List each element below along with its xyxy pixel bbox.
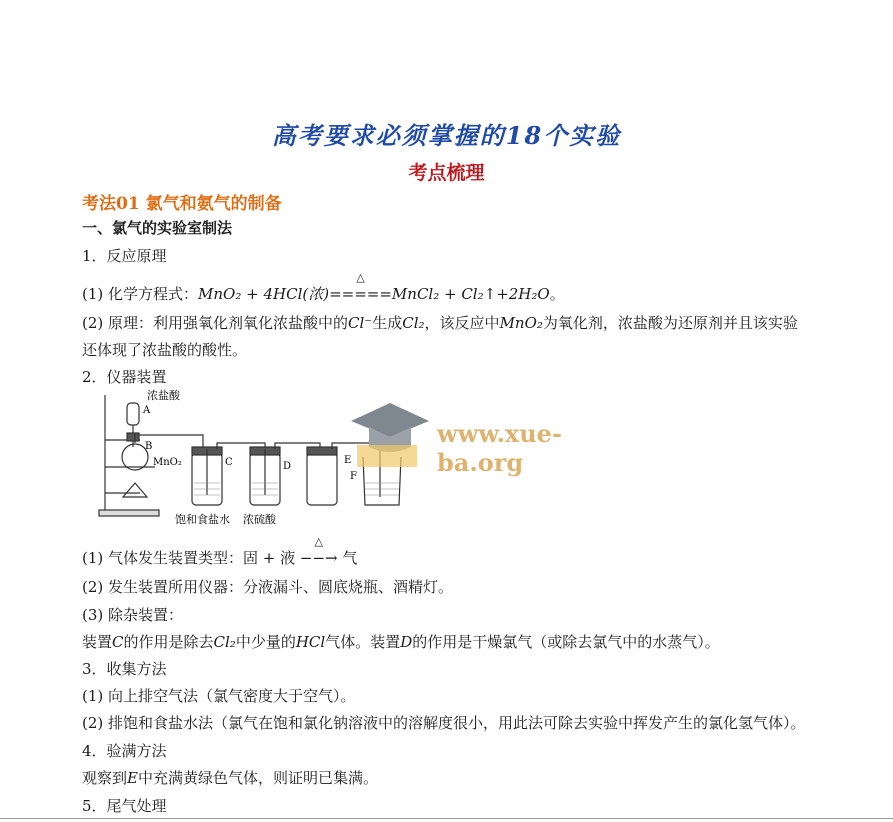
principle-line [82,312,798,333]
full-check-line [82,767,378,788]
purifier-line: (3) 除杂装置： [82,606,184,624]
device-c: C [112,633,124,651]
principle-text-b: 生成 [372,314,403,332]
document-subtitle: 考点梳理 [408,162,485,184]
chlorine-formula: Cl₂ [213,633,236,651]
hcl-formula: HCl [295,633,326,651]
purifier-text-c: 中少量的 [235,633,296,651]
heat-triangle-icon: △ [314,535,323,548]
generator-type-suffix: 气 [337,549,358,567]
principle-text-d: 为氧化剂，浓盐酸为还原剂并且该实验 [542,314,798,332]
purifier-text-d: 气体。装置 [325,633,401,651]
item-5-heading: 5．尾气处理 [82,797,167,815]
subsection-heading: 一、氯气的实验室制法 [82,219,233,237]
label-f: F [350,471,357,482]
chlorine-formula: Cl₂ [402,314,425,332]
chloride-ion: Cl⁻ [348,314,373,332]
item-1-heading: 1．反应原理 [82,247,167,265]
item-3-heading: 3．收集方法 [82,660,167,678]
item-4-heading: 4．验满方法 [82,742,167,760]
label-c: C [225,457,233,468]
label-mno2: MnO₂ [153,457,182,468]
section-heading: 考法01 氯气和氨气的制备 [82,194,282,214]
label-brine: 饱和食盐水 [175,513,230,526]
equation-end: 。 [549,285,565,303]
generator-type-text: (1) 气体发生装置类型：固 + 液 [82,549,300,567]
full-check-text-b: 中充满黄绿色气体，则证明已集满。 [137,769,378,787]
watermark-text: www.xue-ba.org [437,419,562,477]
device-d: D [400,633,413,651]
label-hcl: 浓盐酸 [147,389,180,402]
equation-arrow [329,271,392,303]
arrow-text: −−→ [299,549,338,567]
principle-line-2: 还体现了浓盐酸的酸性。 [82,341,248,359]
purifier-detail-line [82,631,720,652]
page-bottom-rule [0,818,893,819]
collect-method-1: (1) 向上排空气法（氯气密度大于空气）。 [82,687,356,705]
equation-reactants: MnO₂ + 4HCl(浓) [198,285,330,303]
label-h2so4: 浓硫酸 [243,513,276,526]
equation-prefix: (1) 化学方程式： [82,285,199,303]
principle-text-a: (2) 原理：利用强氧化剂氧化浓盐酸中的 [82,314,349,332]
document-title: 高考要求必须掌握的18个实验 [271,121,622,150]
label-d: D [283,461,292,472]
label-b: B [145,441,153,452]
generator-type-line [82,535,358,568]
purifier-text-e: 的作用是干燥氯气（或除去氯气中的水蒸气）。 [412,633,720,651]
watermark [345,395,645,475]
equation-equals: ===== [329,285,392,303]
equation-products: MnCl₂ + Cl₂↑+2H₂O [391,285,550,303]
mno2-formula: MnO₂ [499,314,543,332]
purifier-text-a: 装置 [82,633,113,651]
label-a: A [143,405,151,416]
label-e: E [344,455,352,466]
equation-line [82,271,565,304]
principle-text-c: ，该反应中 [424,314,500,332]
generator-arrow [299,535,338,567]
full-check-text-a: 观察到 [82,769,128,787]
instruments-line: (2) 发生装置所用仪器：分液漏斗、圆底烧瓶、酒精灯。 [82,578,454,596]
device-e: E [127,769,138,787]
heat-triangle-icon: △ [356,271,365,284]
collect-method-2: (2) 排饱和食盐水法（氯气在饱和氯化钠溶液中的溶解度很小，用此法可除去实验中挥发产生的氯化氢气体）。 [82,714,806,732]
item-2-heading: 2．仪器装置 [82,368,167,386]
purifier-text-b: 的作用是除去 [123,633,214,651]
graduation-cap-icon [345,395,435,475]
